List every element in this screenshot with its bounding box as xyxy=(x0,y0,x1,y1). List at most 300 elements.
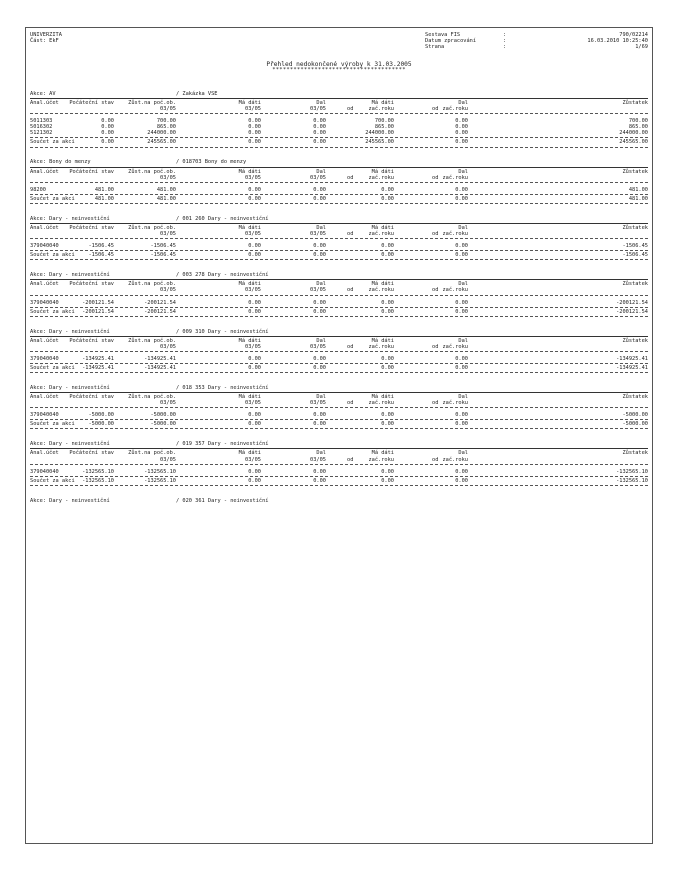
col-ma-dati xyxy=(239,338,261,350)
cell-c4: 0.00 xyxy=(313,118,326,125)
dash-rule xyxy=(30,464,648,465)
col-ma-dati-zac-bottom: zač.roku xyxy=(368,400,394,407)
cell-c3: 0.00 xyxy=(248,243,261,250)
report-header xyxy=(30,32,648,59)
col-ma-dati-zac-bottom: zač.roku xyxy=(368,456,394,463)
cell-c3: 0.00 xyxy=(248,355,261,362)
col-dal-zac-top: Dal xyxy=(458,168,468,175)
zakazka-name: / 001 260 Dary - neinvestiční xyxy=(176,215,269,222)
col-ma-dati-bottom: 03/05 xyxy=(245,456,261,463)
total-label: Součet za akci xyxy=(30,477,75,484)
col-ma-dati-zac-top: Má dáti xyxy=(371,394,394,401)
cell-c3: 0.00 xyxy=(248,299,261,306)
col-zust-na-poc xyxy=(128,169,176,181)
col-pocatecni-stav: Počáteční stav xyxy=(69,281,114,288)
dash-rule xyxy=(30,419,648,420)
col-ma-dati-bottom: 03/05 xyxy=(245,174,261,181)
total-c4: 0.00 xyxy=(313,308,326,315)
col-dal-zac xyxy=(442,225,468,237)
col-ma-dati-zac xyxy=(368,450,394,462)
col-pocatecni-stav: Počáteční stav xyxy=(69,168,114,175)
od-label: od xyxy=(347,231,354,238)
col-ma-dati-top: Má dáti xyxy=(238,168,261,175)
total-c3: 0.00 xyxy=(248,421,261,428)
col-dal-bottom: 03/05 xyxy=(310,343,326,350)
col-dal-bottom: 03/05 xyxy=(310,456,326,463)
col-ma-dati xyxy=(239,169,261,181)
dash-rule xyxy=(30,476,648,477)
dash-rule xyxy=(30,113,648,114)
table-row xyxy=(30,130,648,136)
dash-rule xyxy=(30,428,648,429)
cell-c7: 700.00 xyxy=(628,118,648,125)
col-zustatek: Zůstatek xyxy=(622,100,648,106)
total-row xyxy=(30,139,648,145)
col-ma-dati xyxy=(239,281,261,293)
col-dal-zac xyxy=(442,338,468,350)
total-label: Součet za akci xyxy=(30,139,75,146)
cell-c5: 0.00 xyxy=(381,412,394,419)
cell-c3: 0.00 xyxy=(248,130,261,137)
cell-c6: 0.00 xyxy=(455,118,468,125)
cell-c1: 481.00 xyxy=(94,186,114,193)
cell-c3: 0.00 xyxy=(248,118,261,125)
section xyxy=(30,384,648,429)
cell-c2: 700.00 xyxy=(156,118,176,125)
col-anal-ucet: Anal.účet xyxy=(30,100,59,106)
header-right xyxy=(425,32,648,50)
col-dal-zac-bottom: zač.roku xyxy=(442,174,468,181)
section xyxy=(30,159,648,204)
col-pocatecni-stav: Počáteční stav xyxy=(69,394,114,401)
column-header xyxy=(30,394,648,406)
total-row xyxy=(30,252,648,258)
total-c1: -1506.45 xyxy=(88,252,114,259)
col-dal xyxy=(310,394,326,406)
col-ma-dati-top: Má dáti xyxy=(238,450,261,457)
zakazka-name: / Zakázka VSE xyxy=(176,90,218,97)
rule-line xyxy=(30,167,648,168)
col-ma-dati-zac-top: Má dáti xyxy=(371,100,394,106)
total-c6: 0.00 xyxy=(455,195,468,202)
cell-c5: 244000.00 xyxy=(365,130,394,137)
col-ma-dati-top: Má dáti xyxy=(238,281,261,288)
col-anal-ucet: Anal.účet xyxy=(30,281,59,288)
total-c2: -5000.00 xyxy=(150,421,176,428)
col-dal-zac-bottom: zač.roku xyxy=(442,400,468,407)
col-dal-zac xyxy=(442,394,468,406)
cell-c2: 244000.00 xyxy=(147,130,176,137)
rule-line xyxy=(30,336,648,337)
col-dal-zac xyxy=(442,450,468,462)
col-zust-na-poc xyxy=(128,100,176,112)
zakazka-name: / 018 353 Dary - neinvestiční xyxy=(176,384,269,391)
total-c1: -200121.54 xyxy=(82,308,114,315)
header-value: 790/02214 xyxy=(619,32,648,38)
akce-name: Akce: Dary - neinvestiční xyxy=(30,328,110,335)
header-value: 1/69 xyxy=(635,44,648,51)
cell-c6: 0.00 xyxy=(455,130,468,137)
col-dal xyxy=(310,338,326,350)
section xyxy=(30,90,648,148)
dash-rule xyxy=(30,259,648,260)
col-zustatek: Zůstatek xyxy=(622,450,648,457)
col-dal-zac-bottom: zač.roku xyxy=(442,287,468,294)
total-row xyxy=(30,196,648,202)
col-ma-dati-zac xyxy=(368,225,394,237)
cell-c7: -1506.45 xyxy=(622,243,648,250)
col-pocatecni-stav: Počáteční stav xyxy=(69,100,114,106)
column-header xyxy=(30,450,648,462)
col-dal-zac-bottom: zač.roku xyxy=(442,106,468,113)
total-label: Součet za akci xyxy=(30,195,75,202)
col-pocatecni-stav: Počáteční stav xyxy=(69,337,114,344)
cell-c4: 0.00 xyxy=(313,186,326,193)
dash-rule xyxy=(30,407,648,408)
table-row xyxy=(30,356,648,362)
od-label: od xyxy=(347,456,354,463)
total-c2: 245565.00 xyxy=(147,139,176,146)
section xyxy=(30,328,648,373)
col-anal-ucet: Anal.účet xyxy=(30,224,59,231)
col-zust-na-poc xyxy=(128,394,176,406)
cell-c4: 0.00 xyxy=(313,130,326,137)
od-label: od xyxy=(432,174,439,181)
zakazka-name: / 019 357 Dary - neinvestiční xyxy=(176,441,269,448)
col-anal-ucet: Anal.účet xyxy=(30,337,59,344)
total-c3: 0.00 xyxy=(248,139,261,146)
rule-line xyxy=(30,98,648,99)
col-ma-dati-zac-top: Má dáti xyxy=(371,168,394,175)
akce-name: Akce: Dary - neinvestiční xyxy=(30,441,110,448)
header-row-page xyxy=(425,44,648,50)
cell-c7: -132565.10 xyxy=(616,468,648,475)
akce-line xyxy=(30,328,648,335)
col-zust-na-poc-top: Zůst.na poč.ob. xyxy=(128,168,176,175)
col-zustatek: Zůstatek xyxy=(622,394,648,401)
section xyxy=(30,215,648,260)
cell-c2: -132565.10 xyxy=(144,468,176,475)
col-dal-zac-bottom: zač.roku xyxy=(442,343,468,350)
total-c5: 245565.00 xyxy=(365,139,394,146)
column-header xyxy=(30,169,648,181)
col-ma-dati-zac-top: Má dáti xyxy=(371,281,394,288)
col-pocatecni-stav: Počáteční stav xyxy=(69,224,114,231)
cell-c7: 865.00 xyxy=(628,124,648,131)
total-c7: -200121.54 xyxy=(616,308,648,315)
cell-c6: 0.00 xyxy=(455,124,468,131)
col-dal-top: Dal xyxy=(316,394,326,401)
cell-c0: 379040040 xyxy=(30,355,59,362)
od-label: od xyxy=(432,400,439,407)
akce-name: Akce: Dary - neinvestiční xyxy=(30,497,110,504)
od-label: od xyxy=(432,343,439,350)
akce-name: Akce: Dary - neinvestiční xyxy=(30,384,110,391)
cell-c5: 0.00 xyxy=(381,186,394,193)
total-c5: 0.00 xyxy=(381,421,394,428)
dash-rule xyxy=(30,307,648,308)
col-dal-zac-bottom: zač.roku xyxy=(442,456,468,463)
dash-rule xyxy=(30,182,648,183)
table-row xyxy=(30,243,648,249)
col-zust-na-poc-bottom: 03/05 xyxy=(160,343,176,350)
cell-c5: 865.00 xyxy=(374,124,394,131)
dash-rule xyxy=(30,351,648,352)
cell-c0: 379040040 xyxy=(30,243,59,250)
total-c6: 0.00 xyxy=(455,308,468,315)
col-ma-dati xyxy=(239,450,261,462)
zakazka-name: / 003 278 Dary - neinvestiční xyxy=(176,272,269,279)
col-dal-zac-bottom: zač.roku xyxy=(442,231,468,238)
header-value: 16.03.2010 10:25:40 xyxy=(587,38,648,45)
cell-c0: 98200 xyxy=(30,186,46,193)
total-c4: 0.00 xyxy=(313,364,326,371)
zakazka-name: / 018703 Bony do menzy xyxy=(176,159,247,166)
total-row xyxy=(30,309,648,315)
cell-c3: 0.00 xyxy=(248,468,261,475)
column-header xyxy=(30,338,648,350)
total-c2: 481.00 xyxy=(156,195,176,202)
od-label: od xyxy=(432,287,439,294)
col-ma-dati-top: Má dáti xyxy=(238,337,261,344)
col-dal-zac-top: Dal xyxy=(458,281,468,288)
col-dal-zac-top: Dal xyxy=(458,394,468,401)
total-c3: 0.00 xyxy=(248,252,261,259)
col-ma-dati-bottom: 03/05 xyxy=(245,400,261,407)
cell-c1: -132565.10 xyxy=(82,468,114,475)
cell-c2: -1506.45 xyxy=(150,243,176,250)
zakazka-name: / 009 310 Dary - neinvestiční xyxy=(176,328,269,335)
cell-c1: -200121.54 xyxy=(82,299,114,306)
total-label: Součet za akci xyxy=(30,364,75,371)
col-ma-dati-zac xyxy=(368,169,394,181)
total-c1: 481.00 xyxy=(94,195,114,202)
cell-c4: 0.00 xyxy=(313,124,326,131)
cell-c5: 700.00 xyxy=(374,118,394,125)
column-header xyxy=(30,100,648,112)
col-ma-dati-zac-bottom: zač.roku xyxy=(368,174,394,181)
col-dal xyxy=(310,450,326,462)
akce-line xyxy=(30,215,648,222)
rule-line xyxy=(30,448,648,449)
rule-line xyxy=(30,223,648,224)
col-ma-dati xyxy=(239,225,261,237)
total-c1: -132565.10 xyxy=(82,477,114,484)
col-anal-ucet: Anal.účet xyxy=(30,450,59,457)
col-ma-dati-zac xyxy=(368,338,394,350)
report-title: Přehled nedokončené výroby k 31.03.2005 xyxy=(266,61,412,68)
akce-line xyxy=(30,159,648,166)
col-zust-na-poc-bottom: 03/05 xyxy=(160,400,176,407)
akce-name: Akce: AV xyxy=(30,90,56,97)
cell-c0: 379040040 xyxy=(30,412,59,419)
total-c2: -134925.41 xyxy=(144,364,176,371)
cell-c7: -5000.00 xyxy=(622,412,648,419)
col-zust-na-poc xyxy=(128,225,176,237)
col-dal-top: Dal xyxy=(316,100,326,106)
od-label: od xyxy=(347,106,354,113)
total-c3: 0.00 xyxy=(248,477,261,484)
header-key: Datum zpracování xyxy=(425,38,477,45)
col-ma-dati-zac-top: Má dáti xyxy=(371,337,394,344)
col-zust-na-poc-top: Zůst.na poč.ob. xyxy=(128,224,176,231)
section xyxy=(30,271,648,316)
cell-c6: 0.00 xyxy=(455,355,468,362)
cell-c2: -134925.41 xyxy=(144,355,176,362)
header-colon: : xyxy=(503,38,507,45)
col-ma-dati-zac-bottom: zač.roku xyxy=(368,231,394,238)
total-c1: -134925.41 xyxy=(82,364,114,371)
header-key: Strana xyxy=(425,44,445,51)
col-dal-zac xyxy=(442,281,468,293)
total-c3: 0.00 xyxy=(248,195,261,202)
total-c6: 0.00 xyxy=(455,477,468,484)
title-underline: ************************************** xyxy=(272,67,406,73)
table-row xyxy=(30,300,648,306)
rule-line xyxy=(30,279,648,280)
od-label: od xyxy=(432,106,439,113)
col-zust-na-poc xyxy=(128,281,176,293)
total-c6: 0.00 xyxy=(455,421,468,428)
header-left xyxy=(30,32,62,44)
col-ma-dati-bottom: 03/05 xyxy=(245,343,261,350)
col-dal-zac-top: Dal xyxy=(458,337,468,344)
col-zustatek: Zůstatek xyxy=(622,281,648,288)
cell-c4: 0.00 xyxy=(313,412,326,419)
total-c3: 0.00 xyxy=(248,308,261,315)
col-dal-top: Dal xyxy=(316,450,326,457)
total-c7: -5000.00 xyxy=(622,421,648,428)
dash-rule xyxy=(30,372,648,373)
col-zust-na-poc-bottom: 03/05 xyxy=(160,231,176,238)
header-colon: : xyxy=(503,44,507,51)
od-label: od xyxy=(432,231,439,238)
col-zust-na-poc-top: Zůst.na poč.ob. xyxy=(128,450,176,457)
col-dal-top: Dal xyxy=(316,168,326,175)
akce-name: Akce: Dary - neinvestiční xyxy=(30,272,110,279)
total-c7: -132565.10 xyxy=(616,477,648,484)
cell-c3: 0.00 xyxy=(248,124,261,131)
akce-line xyxy=(30,384,648,391)
rule-line xyxy=(30,392,648,393)
total-c5: 0.00 xyxy=(381,195,394,202)
cell-c4: 0.00 xyxy=(313,355,326,362)
total-c5: 0.00 xyxy=(381,308,394,315)
od-label: od xyxy=(347,174,354,181)
cell-c7: -200121.54 xyxy=(616,299,648,306)
dash-rule xyxy=(30,316,648,317)
total-c7: -134925.41 xyxy=(616,364,648,371)
section-last xyxy=(30,497,648,504)
col-zustatek: Zůstatek xyxy=(622,224,648,231)
dash-rule xyxy=(30,250,648,251)
col-dal-zac-top: Dal xyxy=(458,450,468,457)
table-row xyxy=(30,412,648,418)
org-name: UNIVERZITA xyxy=(30,32,62,38)
cell-c0: 5121302 xyxy=(30,130,53,137)
akce-line xyxy=(30,497,648,504)
cell-c0: 379040040 xyxy=(30,299,59,306)
header-colon: : xyxy=(503,32,507,38)
total-c4: 0.00 xyxy=(313,421,326,428)
col-dal-bottom: 03/05 xyxy=(310,231,326,238)
col-anal-ucet: Anal.účet xyxy=(30,394,59,401)
total-c3: 0.00 xyxy=(248,364,261,371)
col-dal-top: Dal xyxy=(316,281,326,288)
col-dal-top: Dal xyxy=(316,337,326,344)
cell-c1: 0.00 xyxy=(101,124,114,131)
cell-c5: 0.00 xyxy=(381,243,394,250)
col-ma-dati-zac xyxy=(368,100,394,112)
cell-c2: -5000.00 xyxy=(150,412,176,419)
total-label: Součet za akci xyxy=(30,421,75,428)
col-zust-na-poc-bottom: 03/05 xyxy=(160,287,176,294)
cell-c5: 0.00 xyxy=(381,299,394,306)
report-content xyxy=(30,32,648,504)
cell-c6: 0.00 xyxy=(455,299,468,306)
dash-rule xyxy=(30,363,648,364)
dash-rule xyxy=(30,238,648,239)
col-dal-zac xyxy=(442,100,468,112)
column-header xyxy=(30,225,648,237)
dash-rule xyxy=(30,485,648,486)
col-dal-zac-top: Dal xyxy=(458,100,468,106)
cell-c0: 5016302 xyxy=(30,124,53,131)
dash-rule xyxy=(30,147,648,148)
zakazka-name: / 020 361 Dary - neinvestiční xyxy=(176,497,269,504)
col-ma-dati-zac-top: Má dáti xyxy=(371,450,394,457)
total-label: Součet za akci xyxy=(30,308,75,315)
akce-line xyxy=(30,440,648,447)
col-zust-na-poc xyxy=(128,450,176,462)
dash-rule xyxy=(30,295,648,296)
total-c1: 0.00 xyxy=(101,139,114,146)
od-label: od xyxy=(347,287,354,294)
col-zust-na-poc-bottom: 03/05 xyxy=(160,106,176,113)
cell-c2: -200121.54 xyxy=(144,299,176,306)
col-ma-dati-zac-bottom: zač.roku xyxy=(368,343,394,350)
col-ma-dati-bottom: 03/05 xyxy=(245,106,261,113)
cell-c4: 0.00 xyxy=(313,468,326,475)
cell-c1: -1506.45 xyxy=(88,243,114,250)
cell-c5: 0.00 xyxy=(381,468,394,475)
col-ma-dati-zac xyxy=(368,281,394,293)
section xyxy=(30,440,648,485)
column-header xyxy=(30,281,648,293)
cell-c6: 0.00 xyxy=(455,243,468,250)
cell-c3: 0.00 xyxy=(248,412,261,419)
total-c4: 0.00 xyxy=(313,477,326,484)
total-row xyxy=(30,478,648,484)
total-c7: -1506.45 xyxy=(622,252,648,259)
total-c2: -1506.45 xyxy=(150,252,176,259)
akce-line xyxy=(30,271,648,278)
akce-name: Akce: Dary - neinvestiční xyxy=(30,215,110,222)
col-ma-dati-top: Má dáti xyxy=(238,100,261,106)
total-c4: 0.00 xyxy=(313,195,326,202)
od-label: od xyxy=(432,456,439,463)
akce-line xyxy=(30,90,648,97)
col-dal-zac xyxy=(442,169,468,181)
col-dal-bottom: 03/05 xyxy=(310,287,326,294)
total-c7: 481.00 xyxy=(628,195,648,202)
col-ma-dati-zac-bottom: zač.roku xyxy=(368,287,394,294)
col-dal-bottom: 03/05 xyxy=(310,174,326,181)
col-dal xyxy=(310,100,326,112)
col-ma-dati-bottom: 03/05 xyxy=(245,231,261,238)
cell-c2: 481.00 xyxy=(156,186,176,193)
total-row xyxy=(30,421,648,427)
